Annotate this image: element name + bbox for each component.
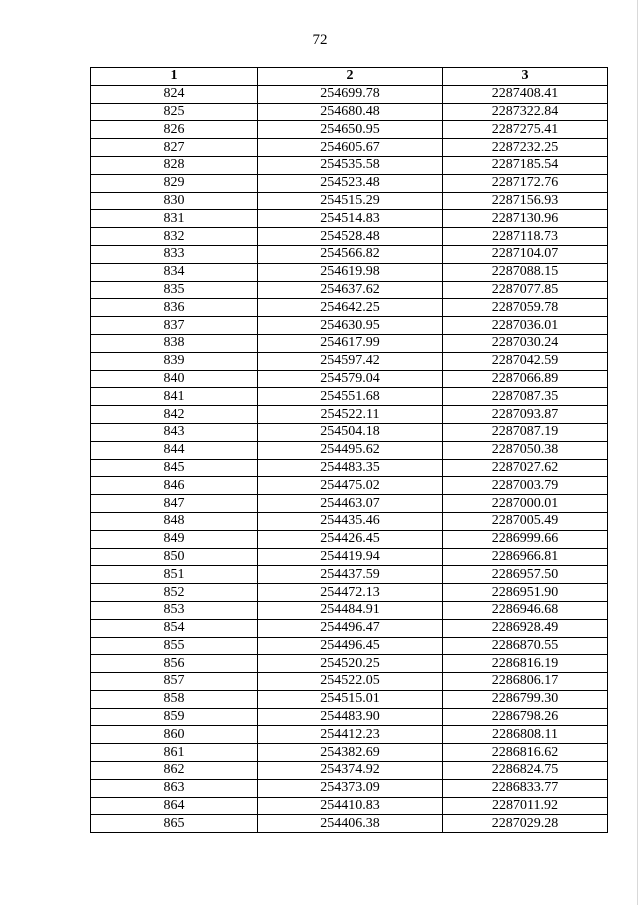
x-coordinate-cell: 254483.35: [258, 459, 443, 477]
table-row: [91, 263, 608, 281]
table-row: [91, 317, 608, 335]
y-coordinate-cell: 2286946.68: [443, 601, 608, 619]
table-row: [91, 228, 608, 246]
y-coordinate-cell: 2287003.79: [443, 477, 608, 495]
point-number-cell: 862: [91, 762, 258, 780]
point-number-cell: 861: [91, 744, 258, 762]
table-row: [91, 459, 608, 477]
y-coordinate-cell: 2286833.77: [443, 779, 608, 797]
y-coordinate-cell: 2287156.93: [443, 192, 608, 210]
table-row: [91, 210, 608, 228]
y-coordinate-cell: 2286870.55: [443, 637, 608, 655]
point-number-cell: 851: [91, 566, 258, 584]
point-number-cell: 844: [91, 441, 258, 459]
table-row: [91, 797, 608, 815]
table-row: [91, 744, 608, 762]
x-coordinate-cell: 254605.67: [258, 139, 443, 157]
point-number-cell: 840: [91, 370, 258, 388]
x-coordinate-cell: 254406.38: [258, 815, 443, 833]
table-row: [91, 495, 608, 513]
y-coordinate-cell: 2287005.49: [443, 512, 608, 530]
point-number-cell: 831: [91, 210, 258, 228]
table-row: [91, 352, 608, 370]
point-number-cell: 864: [91, 797, 258, 815]
table-row: [91, 139, 608, 157]
y-coordinate-cell: 2286798.26: [443, 708, 608, 726]
point-number-cell: 833: [91, 245, 258, 263]
table-row: [91, 779, 608, 797]
x-coordinate-cell: 254410.83: [258, 797, 443, 815]
point-number-cell: 835: [91, 281, 258, 299]
table-row: [91, 156, 608, 174]
point-number-cell: 842: [91, 406, 258, 424]
x-coordinate-cell: 254523.48: [258, 174, 443, 192]
table-row: [91, 281, 608, 299]
y-coordinate-cell: 2287172.76: [443, 174, 608, 192]
table-row: [91, 601, 608, 619]
table-row: [91, 619, 608, 637]
x-coordinate-cell: 254463.07: [258, 495, 443, 513]
x-coordinate-cell: 254637.62: [258, 281, 443, 299]
y-coordinate-cell: 2287087.19: [443, 423, 608, 441]
x-coordinate-cell: 254484.91: [258, 601, 443, 619]
table-row: [91, 637, 608, 655]
x-coordinate-cell: 254699.78: [258, 85, 443, 103]
y-coordinate-cell: 2286816.19: [443, 655, 608, 673]
table-row: [91, 388, 608, 406]
table-row: [91, 512, 608, 530]
x-coordinate-cell: 254504.18: [258, 423, 443, 441]
x-coordinate-cell: 254496.47: [258, 619, 443, 637]
point-number-cell: 827: [91, 139, 258, 157]
table-row: [91, 815, 608, 833]
point-number-cell: 843: [91, 423, 258, 441]
point-number-cell: 838: [91, 334, 258, 352]
y-coordinate-cell: 2286808.11: [443, 726, 608, 744]
column-header-point-number: 1: [91, 68, 258, 86]
x-coordinate-cell: 254495.62: [258, 441, 443, 459]
x-coordinate-cell: 254437.59: [258, 566, 443, 584]
point-number-cell: 848: [91, 512, 258, 530]
table-row: [91, 708, 608, 726]
column-header-x-coordinate: 2: [258, 68, 443, 86]
y-coordinate-cell: 2286928.49: [443, 619, 608, 637]
y-coordinate-cell: 2287130.96: [443, 210, 608, 228]
point-number-cell: 858: [91, 690, 258, 708]
x-coordinate-cell: 254514.83: [258, 210, 443, 228]
x-coordinate-cell: 254522.11: [258, 406, 443, 424]
y-coordinate-cell: 2287042.59: [443, 352, 608, 370]
y-coordinate-cell: 2287275.41: [443, 121, 608, 139]
x-coordinate-cell: 254472.13: [258, 584, 443, 602]
y-coordinate-cell: 2287000.01: [443, 495, 608, 513]
x-coordinate-cell: 254520.25: [258, 655, 443, 673]
x-coordinate-cell: 254374.92: [258, 762, 443, 780]
x-coordinate-cell: 254515.01: [258, 690, 443, 708]
y-coordinate-cell: 2286966.81: [443, 548, 608, 566]
page-edge-shadow: [637, 0, 638, 905]
y-coordinate-cell: 2286806.17: [443, 673, 608, 691]
table-row: [91, 192, 608, 210]
x-coordinate-cell: 254630.95: [258, 317, 443, 335]
table-row: [91, 334, 608, 352]
table-row: [91, 85, 608, 103]
point-number-cell: 830: [91, 192, 258, 210]
y-coordinate-cell: 2287232.25: [443, 139, 608, 157]
table-row: [91, 174, 608, 192]
table-row: [91, 370, 608, 388]
table-body: [91, 85, 608, 832]
y-coordinate-cell: 2287093.87: [443, 406, 608, 424]
y-coordinate-cell: 2287030.24: [443, 334, 608, 352]
point-number-cell: 832: [91, 228, 258, 246]
point-number-cell: 854: [91, 619, 258, 637]
x-coordinate-cell: 254483.90: [258, 708, 443, 726]
y-coordinate-cell: 2287077.85: [443, 281, 608, 299]
table-row: [91, 584, 608, 602]
table-row: [91, 726, 608, 744]
table-row: [91, 477, 608, 495]
y-coordinate-cell: 2287036.01: [443, 317, 608, 335]
x-coordinate-cell: 254419.94: [258, 548, 443, 566]
y-coordinate-cell: 2287408.41: [443, 85, 608, 103]
point-number-cell: 859: [91, 708, 258, 726]
point-number-cell: 852: [91, 584, 258, 602]
point-number-cell: 847: [91, 495, 258, 513]
y-coordinate-cell: 2287088.15: [443, 263, 608, 281]
point-number-cell: 829: [91, 174, 258, 192]
table-row: [91, 690, 608, 708]
column-header-y-coordinate: 3: [443, 68, 608, 86]
point-number-cell: 841: [91, 388, 258, 406]
x-coordinate-cell: 254597.42: [258, 352, 443, 370]
x-coordinate-cell: 254373.09: [258, 779, 443, 797]
table-row: [91, 548, 608, 566]
x-coordinate-cell: 254650.95: [258, 121, 443, 139]
x-coordinate-cell: 254496.45: [258, 637, 443, 655]
y-coordinate-cell: 2286951.90: [443, 584, 608, 602]
point-number-cell: 850: [91, 548, 258, 566]
point-number-cell: 853: [91, 601, 258, 619]
y-coordinate-cell: 2286824.75: [443, 762, 608, 780]
y-coordinate-cell: 2287322.84: [443, 103, 608, 121]
point-number-cell: 845: [91, 459, 258, 477]
x-coordinate-cell: 254515.29: [258, 192, 443, 210]
y-coordinate-cell: 2287104.07: [443, 245, 608, 263]
point-number-cell: 824: [91, 85, 258, 103]
table-row: [91, 406, 608, 424]
x-coordinate-cell: 254522.05: [258, 673, 443, 691]
x-coordinate-cell: 254412.23: [258, 726, 443, 744]
y-coordinate-cell: 2287087.35: [443, 388, 608, 406]
point-number-cell: 855: [91, 637, 258, 655]
point-number-cell: 828: [91, 156, 258, 174]
x-coordinate-cell: 254680.48: [258, 103, 443, 121]
point-number-cell: 860: [91, 726, 258, 744]
y-coordinate-cell: 2287185.54: [443, 156, 608, 174]
table-row: [91, 655, 608, 673]
point-number-cell: 849: [91, 530, 258, 548]
table-row: [91, 121, 608, 139]
point-number-cell: 825: [91, 103, 258, 121]
x-coordinate-cell: 254642.25: [258, 299, 443, 317]
x-coordinate-cell: 254382.69: [258, 744, 443, 762]
table-row: [91, 762, 608, 780]
point-number-cell: 856: [91, 655, 258, 673]
x-coordinate-cell: 254535.58: [258, 156, 443, 174]
y-coordinate-cell: 2287066.89: [443, 370, 608, 388]
y-coordinate-cell: 2287059.78: [443, 299, 608, 317]
point-number-cell: 837: [91, 317, 258, 335]
y-coordinate-cell: 2286999.66: [443, 530, 608, 548]
y-coordinate-cell: 2286957.50: [443, 566, 608, 584]
y-coordinate-cell: 2287118.73: [443, 228, 608, 246]
y-coordinate-cell: 2287050.38: [443, 441, 608, 459]
x-coordinate-cell: 254579.04: [258, 370, 443, 388]
point-number-cell: 846: [91, 477, 258, 495]
point-number-cell: 826: [91, 121, 258, 139]
x-coordinate-cell: 254551.68: [258, 388, 443, 406]
table-row: [91, 299, 608, 317]
x-coordinate-cell: 254619.98: [258, 263, 443, 281]
x-coordinate-cell: 254426.45: [258, 530, 443, 548]
table-row: [91, 441, 608, 459]
table-row: [91, 673, 608, 691]
table-row: [91, 423, 608, 441]
x-coordinate-cell: 254528.48: [258, 228, 443, 246]
y-coordinate-cell: 2286799.30: [443, 690, 608, 708]
coordinates-table: [90, 67, 608, 833]
point-number-cell: 836: [91, 299, 258, 317]
table-row: [91, 566, 608, 584]
y-coordinate-cell: 2287029.28: [443, 815, 608, 833]
point-number-cell: 865: [91, 815, 258, 833]
x-coordinate-cell: 254617.99: [258, 334, 443, 352]
point-number-cell: 834: [91, 263, 258, 281]
x-coordinate-cell: 254475.02: [258, 477, 443, 495]
table-row: [91, 530, 608, 548]
page-number: 72: [312, 32, 328, 48]
point-number-cell: 857: [91, 673, 258, 691]
x-coordinate-cell: 254435.46: [258, 512, 443, 530]
table-row: [91, 245, 608, 263]
x-coordinate-cell: 254566.82: [258, 245, 443, 263]
point-number-cell: 863: [91, 779, 258, 797]
point-number-cell: 839: [91, 352, 258, 370]
y-coordinate-cell: 2287011.92: [443, 797, 608, 815]
y-coordinate-cell: 2287027.62: [443, 459, 608, 477]
y-coordinate-cell: 2286816.62: [443, 744, 608, 762]
table-row: [91, 103, 608, 121]
table-header-row: [91, 68, 608, 86]
